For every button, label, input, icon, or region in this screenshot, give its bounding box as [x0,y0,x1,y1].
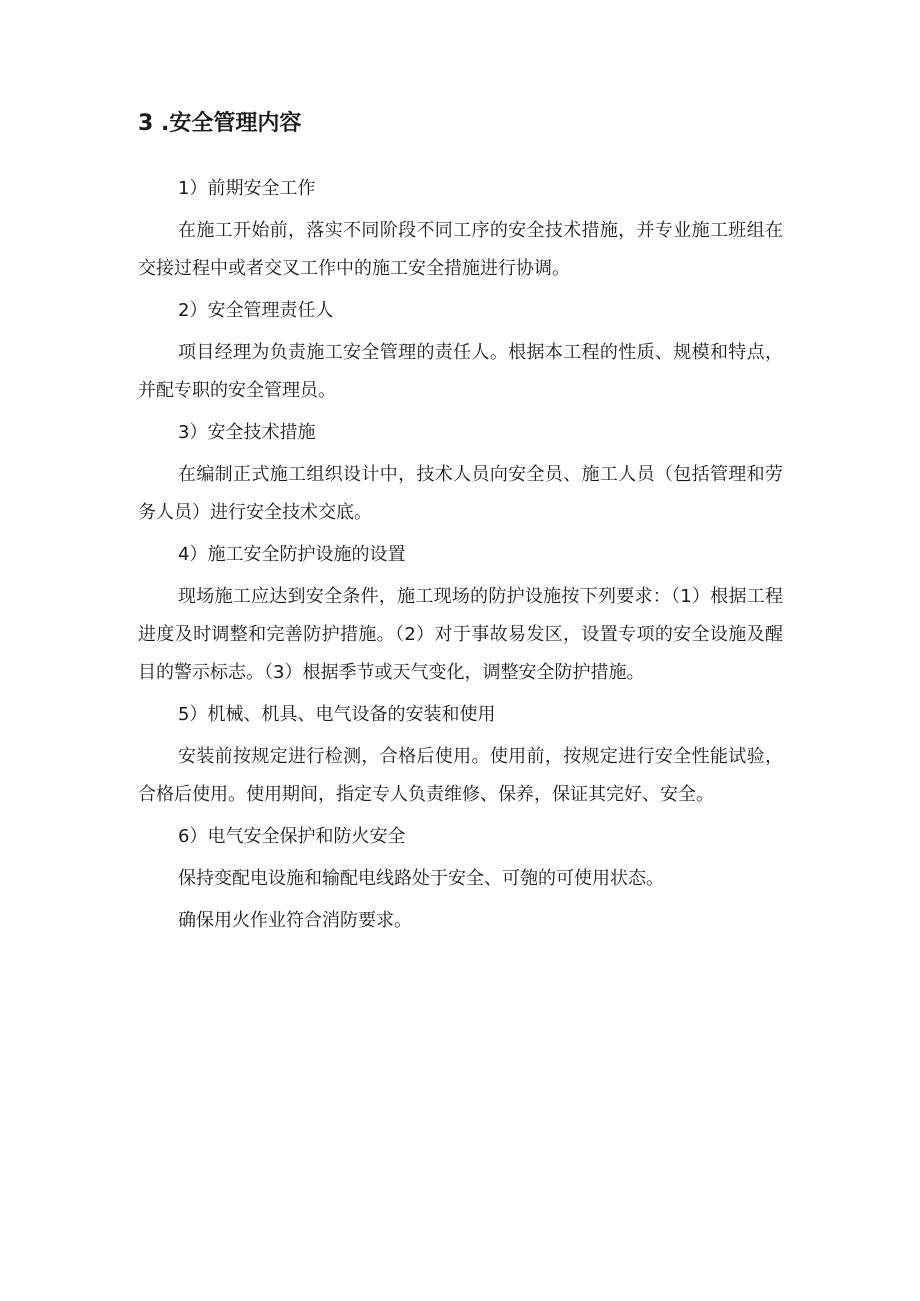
subsection-title-1: 1）前期安全工作 [178,178,316,199]
subsection-title-6: 6）电气安全保护和防火安全 [178,826,406,847]
document-body [138,170,783,944]
paragraph-3: 在编制正式施工组织设计中，技术人员向安全员、施工人员（包括管理和劳务人员）进行安全技术交底。 [138,464,783,523]
subsection-title-4: 4）施工安全防护设施的设置 [178,544,406,565]
paragraph-6b: 确保用火作业符合消防要求。 [178,910,412,931]
section-heading: 3 .安全管理内容 [138,111,302,136]
paragraph-2: 项目经理为负责施工安全管理的责任人。根据本工程的性质、规模和特点，并配专职的安全管理员。 [138,342,783,401]
paragraph-6a: 保持变配电设施和输配电线路处于安全、可匏的可使用状态。 [178,868,664,889]
paragraph-1: 在施工开始前，落实不同阶段不同工序的安全技术措施，并专业施工班组在交接过程中或者交叉工作中的施工安全措施进行协调。 [138,220,783,279]
paragraph-5: 安装前按规定进行检测，合格后使用。使用前，按规定进行安全性能试验，合格后使用。使用期间，指定专人负责维修、保养，保证其完好、安全。 [138,746,783,805]
subsection-title-2: 2）安全管理责任人 [178,300,334,321]
paragraph-4: 现场施工应达到安全条件，施工现场的防护设施按下列要求：（1）根据工程进度及时调整和完善防护措施。（2）对于事故易发区，设置专项的安全设施及醒目的警示标志。（3）根据季节或天气变化，调整安全防护措施。 [138,586,783,683]
subsection-title-3: 3）安全技术措施 [178,422,316,443]
subsection-title-5: 5）机械、机具、电气设备的安装和使用 [178,704,496,725]
